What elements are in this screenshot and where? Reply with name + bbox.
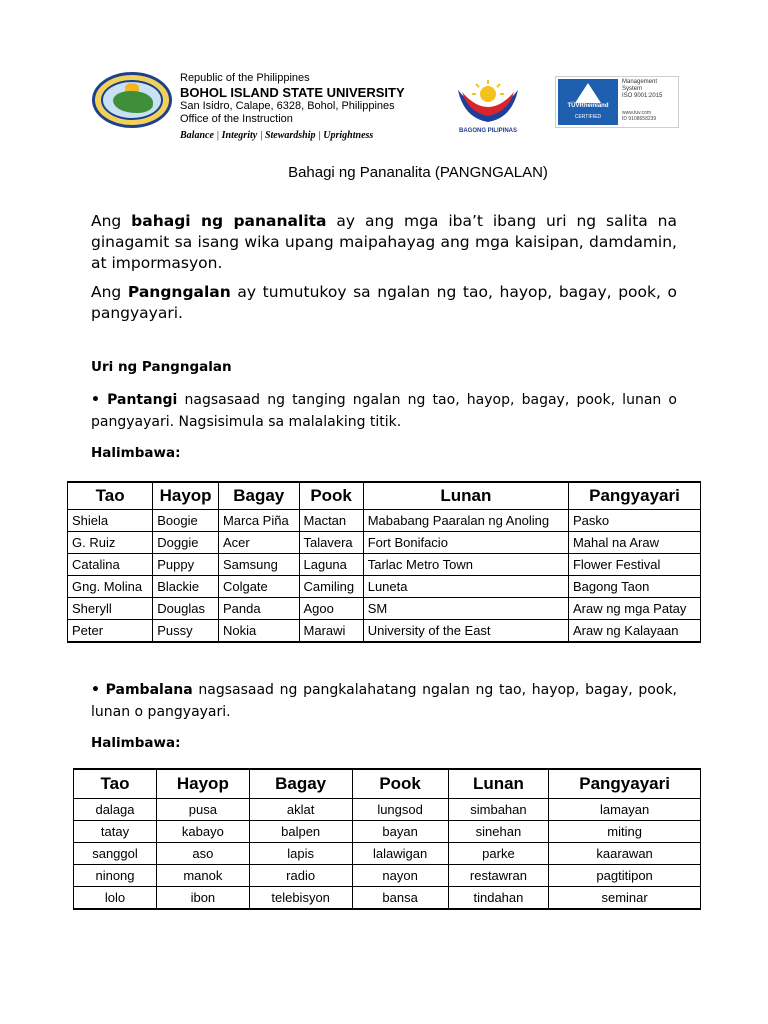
column-header: Hayop xyxy=(153,482,219,510)
table-cell: radio xyxy=(249,865,352,887)
university-address: San Isidro, Calape, 6328, Bohol, Philippines xyxy=(180,100,395,112)
table-row xyxy=(68,620,701,643)
bullet-icon: • xyxy=(91,392,100,408)
table-cell: Panda xyxy=(218,598,299,620)
definition-text: nagsasaad ng pangkalahatang ngalan ng tao, hayop, bagay, pook, lunan o pangyayari. xyxy=(91,682,677,720)
table-cell: manok xyxy=(156,865,249,887)
tuv-id-text xyxy=(622,110,656,122)
office-line: Office of the Instruction xyxy=(180,113,293,125)
table-cell: parke xyxy=(448,843,549,865)
column-header: Bagay xyxy=(249,769,352,799)
pambalana-table xyxy=(73,768,701,910)
table-cell: Doggie xyxy=(153,532,219,554)
table-cell: Agoo xyxy=(299,598,363,620)
para-text: Ang xyxy=(91,283,128,301)
table-cell: Luneta xyxy=(363,576,568,598)
table-row xyxy=(68,598,701,620)
tuv-brand: TÜVRheinland xyxy=(567,103,609,109)
tuv-side2-line: www.tuv.com xyxy=(622,110,652,116)
university-name: BOHOL ISLAND STATE UNIVERSITY xyxy=(180,85,405,100)
column-header: Lunan xyxy=(363,482,568,510)
table-cell: Bagong Taon xyxy=(568,576,700,598)
table-cell: Sheryll xyxy=(68,598,153,620)
table-cell: Peter xyxy=(68,620,153,643)
motto-word: Uprightness xyxy=(323,130,374,141)
table-cell: G. Ruiz xyxy=(68,532,153,554)
table-cell: Mactan xyxy=(299,510,363,532)
bullet-icon: • xyxy=(91,682,100,698)
column-header: Tao xyxy=(68,482,153,510)
university-seal xyxy=(92,72,172,128)
table-cell: Araw ng Kalayaan xyxy=(568,620,700,643)
table-cell: aso xyxy=(156,843,249,865)
tuv-certified: CERTIFIED xyxy=(574,114,602,120)
table-cell: lapis xyxy=(249,843,352,865)
table-cell: seminar xyxy=(549,887,701,910)
table-cell: pagtitipon xyxy=(549,865,701,887)
tuv-side-line: System xyxy=(622,86,643,92)
tuv-triangle-icon xyxy=(575,83,601,103)
tuv-certification-badge xyxy=(555,76,679,128)
para-text: Ang xyxy=(91,212,132,230)
term-label: Pantangi xyxy=(107,392,178,408)
table-cell: tatay xyxy=(74,821,157,843)
table-cell: Laguna xyxy=(299,554,363,576)
table-cell: Pussy xyxy=(153,620,219,643)
motto-word: Stewardship xyxy=(264,130,316,141)
pantangi-table xyxy=(67,481,701,643)
column-header: Pook xyxy=(352,769,448,799)
para-bold-term: bahagi ng pananalita xyxy=(131,212,327,230)
table-cell: balpen xyxy=(249,821,352,843)
column-header: Lunan xyxy=(448,769,549,799)
table-cell: Flower Festival xyxy=(568,554,700,576)
table-cell: Marawi xyxy=(299,620,363,643)
table-cell: miting xyxy=(549,821,701,843)
table-cell: University of the East xyxy=(363,620,568,643)
table-cell: telebisyon xyxy=(249,887,352,910)
table-cell: Shiela xyxy=(68,510,153,532)
table-cell: ninong xyxy=(74,865,157,887)
table-cell: sinehan xyxy=(448,821,549,843)
term-label: Pambalana xyxy=(105,682,193,698)
table-cell: simbahan xyxy=(448,799,549,821)
table-cell: Douglas xyxy=(153,598,219,620)
table-cell: aklat xyxy=(249,799,352,821)
table-cell: Marca Piña xyxy=(218,510,299,532)
table-cell: Samsung xyxy=(218,554,299,576)
pangngalan-paragraph xyxy=(91,282,677,324)
intro-paragraph xyxy=(91,211,677,274)
table-cell: Mababang Paaralan ng Anoling xyxy=(363,510,568,532)
table-header-row xyxy=(68,482,701,510)
table-row xyxy=(74,821,701,843)
column-header: Pangyayari xyxy=(568,482,700,510)
table-cell: bayan xyxy=(352,821,448,843)
table-row xyxy=(68,554,701,576)
table-row xyxy=(74,843,701,865)
table-cell: lalawigan xyxy=(352,843,448,865)
tuv-system-text xyxy=(622,79,662,100)
table-cell: Puppy xyxy=(153,554,219,576)
letterhead xyxy=(180,72,405,141)
table-row xyxy=(68,510,701,532)
section-heading: Uri ng Pangngalan xyxy=(91,359,232,375)
table-cell: pusa xyxy=(156,799,249,821)
table-row xyxy=(74,887,701,910)
tuv-side-line: Management xyxy=(622,79,658,85)
document-title: Bahagi ng Pananalita (PANGNGALAN) xyxy=(288,164,548,181)
table-cell: sanggol xyxy=(74,843,157,865)
tuv-side-line: ISO 9001:2015 xyxy=(622,93,663,99)
table-row xyxy=(68,576,701,598)
table-cell: Nokia xyxy=(218,620,299,643)
table-cell: SM xyxy=(363,598,568,620)
example-label: Halimbawa: xyxy=(91,445,181,461)
table-cell: tindahan xyxy=(448,887,549,910)
table-cell: kabayo xyxy=(156,821,249,843)
tuv-side2-line: ID 9108658239 xyxy=(622,116,657,122)
table-header-row xyxy=(74,769,701,799)
table-cell: Catalina xyxy=(68,554,153,576)
table-cell: Talavera xyxy=(299,532,363,554)
pambalana-definition xyxy=(91,679,677,723)
table-cell: nayon xyxy=(352,865,448,887)
table-cell: ibon xyxy=(156,887,249,910)
table-cell: Tarlac Metro Town xyxy=(363,554,568,576)
table-cell: Boogie xyxy=(153,510,219,532)
column-header: Bagay xyxy=(218,482,299,510)
table-row xyxy=(74,865,701,887)
table-cell: Blackie xyxy=(153,576,219,598)
motto-word: Balance xyxy=(180,130,214,141)
example-label: Halimbawa: xyxy=(91,735,181,751)
column-header: Tao xyxy=(74,769,157,799)
definition-text: nagsasaad ng tanging ngalan ng tao, hayop, bagay, pook, lunan o pangyayari. Nagsisimula sa malalaking titik. xyxy=(91,392,677,430)
table-cell: Pasko xyxy=(568,510,700,532)
table-cell: Camiling xyxy=(299,576,363,598)
table-row xyxy=(74,799,701,821)
pantangi-definition xyxy=(91,389,677,433)
table-row xyxy=(68,532,701,554)
para-text: ay ang mga iba’t ibang uri ng salita na ginagamit sa isang wika upang maipahayag ang mga kaisipan, damdamin, at impormasyon. xyxy=(91,212,677,272)
bagong-pilipinas-emblem-icon xyxy=(452,78,524,124)
table-cell: lungsod xyxy=(352,799,448,821)
para-bold-term: Pangngalan xyxy=(127,283,231,301)
table-cell: Colgate xyxy=(218,576,299,598)
bagong-pilipinas-caption: BAGONG PILIPINAS xyxy=(458,128,517,134)
table-cell: lamayan xyxy=(549,799,701,821)
table-cell: dalaga xyxy=(74,799,157,821)
table-cell: Araw ng mga Patay xyxy=(568,598,700,620)
table-cell: bansa xyxy=(352,887,448,910)
column-header: Hayop xyxy=(156,769,249,799)
bagong-pilipinas-logo xyxy=(452,78,524,134)
column-header: Pook xyxy=(299,482,363,510)
motto: Balance | Integrity | Stewardship | Uprightness xyxy=(180,130,374,141)
table-cell: lolo xyxy=(74,887,157,910)
table-cell: kaarawan xyxy=(549,843,701,865)
table-cell: Acer xyxy=(218,532,299,554)
para-text: ay tumutukoy sa ngalan ng tao, hayop, bagay, pook, o pangyayari. xyxy=(91,283,677,322)
column-header: Pangyayari xyxy=(549,769,701,799)
table-cell: Gng. Molina xyxy=(68,576,153,598)
republic-line: Republic of the Philippines xyxy=(180,72,310,84)
table-cell: Fort Bonifacio xyxy=(363,532,568,554)
table-cell: Mahal na Araw xyxy=(568,532,700,554)
motto-word: Integrity xyxy=(221,130,258,141)
table-cell: restawran xyxy=(448,865,549,887)
